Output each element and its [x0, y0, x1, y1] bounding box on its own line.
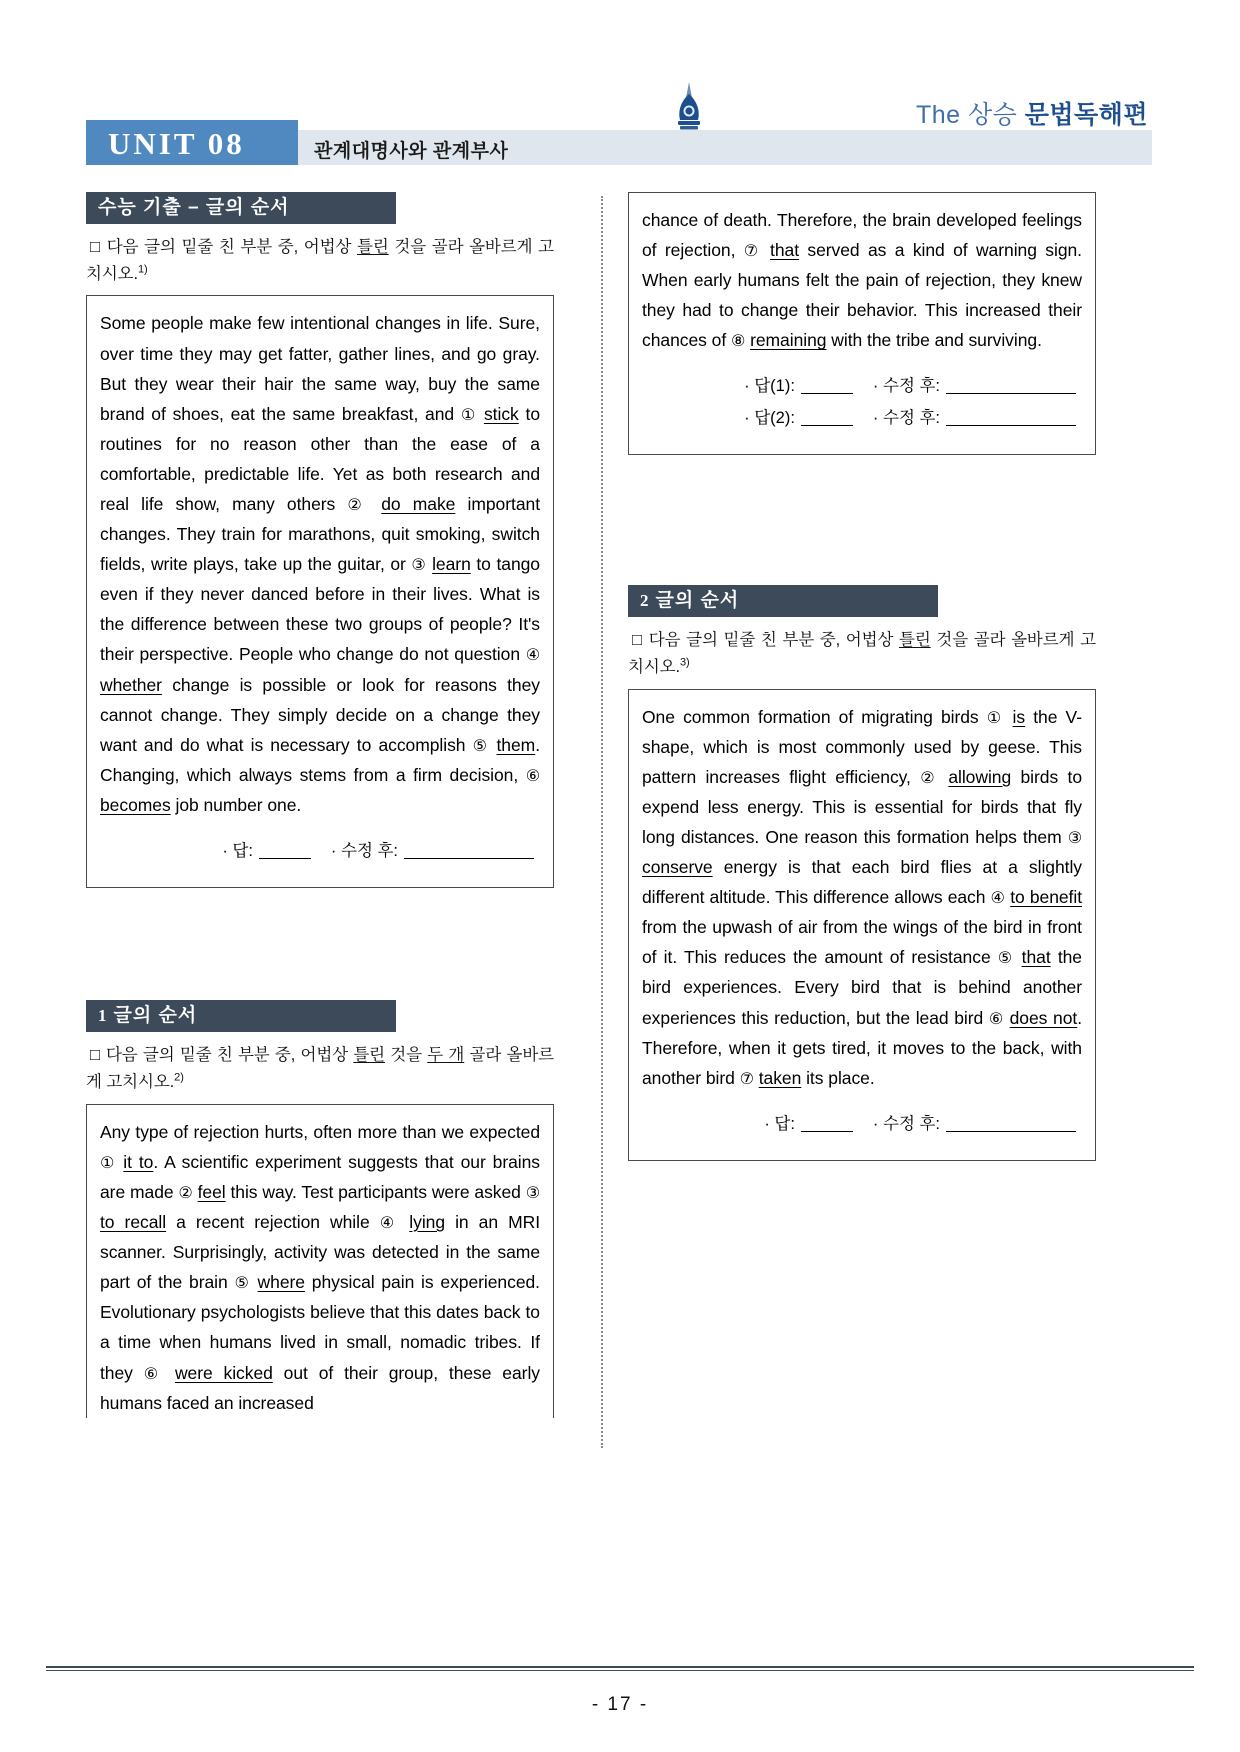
marker-6: ⑥ — [525, 765, 540, 785]
underlined-1: is — [1012, 706, 1026, 727]
passage-csat-t5: change is possible or look for reasons they cannot change. They simply decide on a change they want and do what is necessary to accomplish — [100, 674, 540, 755]
underlined-4: lying — [409, 1212, 446, 1233]
instruction-q2-pre: □ 다음 글의 밑줄 친 부분 중, 어법상 — [632, 631, 899, 650]
passage-q2-t7: . Therefore, when it gets tired, it moves to the back, with another bird — [642, 1007, 1082, 1088]
instruction-q2-emph: 틀린 — [898, 631, 931, 650]
revise-label-q1-1: · 수정 후: — [872, 377, 940, 396]
passage-q1-part1 — [100, 1117, 540, 1418]
marker-2: ② — [178, 1183, 193, 1202]
underlined-1: it to — [123, 1151, 154, 1172]
marker-2: ② — [347, 495, 370, 514]
underlined-4: to benefit — [1010, 887, 1083, 908]
section-heading-csat-label: 수능 기출 – 글의 순서 — [98, 197, 290, 218]
passage-csat-t6: . Changing, which always stems from a firm decision, — [100, 734, 541, 785]
answer-line-csat — [100, 820, 540, 877]
passage-csat-t4: to tango even if they never danced before in their lives. What is the difference between these two groups of people? It's their perspective. People who change do not question — [100, 554, 540, 665]
page-number: - 17 - — [591, 1694, 649, 1715]
marker-4: ④ — [525, 645, 540, 665]
passage-q1b-t2: served as a kind of warning sign. When early humans felt the pain of rejection, they knew they had to change their behavior. This increased their chances of — [642, 240, 1082, 351]
marker-6: ⑥ — [143, 1363, 165, 1383]
passage-q1a-t4: a recent rejection while — [166, 1212, 380, 1233]
underlined-8: remaining — [750, 330, 827, 351]
spacer — [628, 455, 1096, 585]
marker-5: ⑤ — [472, 735, 490, 755]
passage-q1a-t2: . A scientific experiment suggests that our brains are made — [100, 1151, 541, 1202]
underlined-5: that — [1021, 947, 1051, 968]
passage-q2-t2: the V-shape, which is most commonly used by geese. This pattern increases flight efficiency, — [642, 706, 1082, 787]
passage-q2-t3: birds to expend less energy. This is essential for birds that fly long distances. One reason this formation helps them — [642, 766, 1082, 847]
underlined-6: becomes — [100, 794, 171, 815]
marker-4: ④ — [990, 888, 1006, 908]
instruction-q1-post: 골라 올바르게 고치시오. — [86, 1046, 554, 1092]
passage-csat-t2: to routines for no reason other than the ease of a comfortable, predictable life. Yet as both research and real life show, many others — [100, 403, 541, 514]
passage-q1b-t3: with the tribe and surviving. — [826, 330, 1042, 351]
passage-q1a-t5: in an MRI scanner. Surprisingly, activity was detected in the same part of the brain — [100, 1212, 541, 1293]
section-heading-csat — [86, 192, 396, 224]
passage-csat-t3: important changes. They train for marathons, quit smoking, switch fields, write plays, take up the guitar, or — [100, 494, 541, 575]
instruction-csat-post: 것을 골라 올바르게 고치시오. — [86, 238, 554, 283]
passage-q2-t5: from the upwash of air from the wings of the bird in front of it. This reduces the amount of resistance — [642, 917, 1082, 968]
passage-csat-t1: Some people make few intentional changes in life. Sure, over time they may get fatter, gather lines, and go gray. But they wear their hair the same way, buy the same brand of shoes, eat the same breakfast, and — [100, 313, 540, 424]
passage-q1-part2 — [642, 205, 1082, 355]
marker-8: ⑧ — [730, 331, 746, 351]
marker-5: ⑤ — [997, 948, 1015, 968]
unit-subject: 관계대명사와 관계부사 — [314, 141, 509, 162]
passage-q1a-t7: out of their group, these early humans faced an increased — [100, 1362, 540, 1413]
underlined-5: them — [496, 734, 536, 755]
instruction-q2-post: 것을 골라 올바르게 고치시오. — [628, 631, 1096, 676]
left-column — [86, 192, 554, 1418]
unit-label: UNIT 08 — [108, 126, 245, 161]
spacer — [86, 888, 554, 1000]
answer-blank-q1-1[interactable] — [801, 393, 853, 394]
marker-6: ⑥ — [988, 1008, 1004, 1028]
underlined-2: do make — [381, 494, 456, 514]
underlined-5: where — [257, 1272, 305, 1293]
revise-blank-q2[interactable] — [946, 1131, 1076, 1132]
answer-line-q1 — [642, 355, 1082, 444]
underlined-2: feel — [197, 1182, 226, 1202]
right-column — [628, 192, 1096, 1161]
revise-blank-q1-1[interactable] — [946, 393, 1076, 394]
answer-label-q1-1: · 답(1): — [744, 377, 795, 396]
instruction-csat — [86, 234, 554, 287]
brand-title-bold: 문법독해편 — [1024, 101, 1148, 129]
instruction-q1-emph2: 두 개 — [427, 1046, 465, 1065]
marker-3: ③ — [1067, 827, 1082, 847]
instruction-csat-footnote: 1) — [138, 263, 148, 276]
instruction-q1-footnote: 2) — [174, 1071, 184, 1084]
revise-label-csat: · 수정 후: — [330, 842, 398, 861]
answer-label-q1-2: · 답(2): — [744, 408, 795, 427]
section-number-q2: 2 — [640, 591, 650, 611]
footer-rule — [46, 1666, 1194, 1671]
underlined-3: learn — [432, 554, 471, 575]
underlined-4: whether — [100, 674, 162, 695]
marker-4: ④ — [379, 1213, 400, 1233]
passage-box-q1-part2 — [628, 192, 1096, 455]
underlined-6: were kicked — [174, 1362, 273, 1383]
answer-blank-q2[interactable] — [801, 1131, 853, 1132]
underlined-2: allowing — [948, 766, 1012, 787]
marker-3: ③ — [525, 1183, 541, 1202]
marker-1: ① — [986, 707, 1005, 727]
revise-label-q2: · 수정 후: — [872, 1114, 940, 1133]
passage-q2 — [642, 702, 1082, 1093]
passage-csat — [100, 308, 540, 820]
passage-q2-t4: energy is that each bird flies at a slightly different altitude. This difference allows each — [642, 857, 1082, 908]
passage-box-q2 — [628, 689, 1096, 1162]
instruction-csat-emph: 틀린 — [356, 238, 389, 256]
passage-q1b-t1: chance of death. Therefore, the brain developed feelings of rejection, — [642, 210, 1082, 261]
passage-q1a-t3: this way. Test participants were asked — [225, 1182, 526, 1202]
instruction-q2-footnote: 3) — [680, 656, 690, 669]
underlined-6: does not — [1009, 1007, 1078, 1028]
answer-line-q2 — [642, 1093, 1082, 1150]
instruction-q1 — [86, 1042, 554, 1095]
marker-3: ③ — [411, 555, 427, 575]
passage-box-q1-part1 — [86, 1104, 554, 1418]
marker-5: ⑤ — [234, 1273, 251, 1293]
revise-blank-q1-2[interactable] — [946, 425, 1076, 426]
instruction-q1-mid: 것을 — [385, 1046, 428, 1065]
revise-label-q1-2: · 수정 후: — [872, 408, 940, 427]
section-heading-q1 — [86, 1000, 396, 1032]
instruction-q2 — [628, 627, 1096, 680]
page-header — [0, 40, 1240, 129]
marker-2: ② — [920, 767, 939, 787]
underlined-7: that — [770, 240, 800, 261]
answer-blank-csat[interactable] — [259, 858, 311, 859]
section-heading-q2 — [628, 585, 938, 617]
column-divider — [601, 196, 603, 1448]
answer-label-q2: · 답: — [764, 1114, 795, 1133]
marker-1: ① — [460, 404, 478, 424]
section-number-q1: 1 — [98, 1006, 108, 1026]
passage-q2-t1: One common formation of migrating birds — [642, 706, 987, 727]
unit-banner — [86, 120, 1152, 165]
instruction-q1-pre: □ 다음 글의 밑줄 친 부분 중, 어법상 — [90, 1046, 354, 1065]
section-heading-q1-label: 글의 순서 — [113, 1005, 198, 1027]
marker-7: ⑦ — [739, 1068, 754, 1088]
brand-title-light: The 상승 — [915, 101, 1018, 129]
underlined-3: conserve — [642, 857, 713, 878]
passage-q2-t8: its place. — [801, 1067, 875, 1088]
answer-label-csat: · 답: — [222, 842, 253, 861]
passage-csat-t7: job number one. — [170, 794, 302, 815]
underlined-3: to recall — [100, 1212, 167, 1233]
answer-blank-q1-2[interactable] — [801, 425, 853, 426]
marker-7: ⑦ — [743, 241, 762, 261]
instruction-q1-emph: 틀린 — [353, 1046, 386, 1065]
passage-q2-t6: the bird experiences. Every bird that is behind another experiences this reduction, but the lead bird — [642, 947, 1082, 1028]
revise-blank-csat[interactable] — [404, 858, 534, 859]
passage-q1a-t1: Any type of rejection hurts, often more than we expected — [100, 1121, 540, 1142]
underlined-1: stick — [483, 403, 519, 424]
passage-box-csat — [86, 295, 554, 888]
section-heading-q2-label: 글의 순서 — [655, 590, 740, 612]
instruction-csat-pre: □ 다음 글의 밑줄 친 부분 중, 어법상 — [90, 238, 357, 256]
underlined-7: taken — [758, 1067, 802, 1088]
passage-q1a-t6: physical pain is experienced. Evolutionary psychologists believe that this dates back to a time when humans lived in small, nomadic tribes. If they — [100, 1272, 540, 1383]
marker-1: ① — [100, 1152, 117, 1172]
